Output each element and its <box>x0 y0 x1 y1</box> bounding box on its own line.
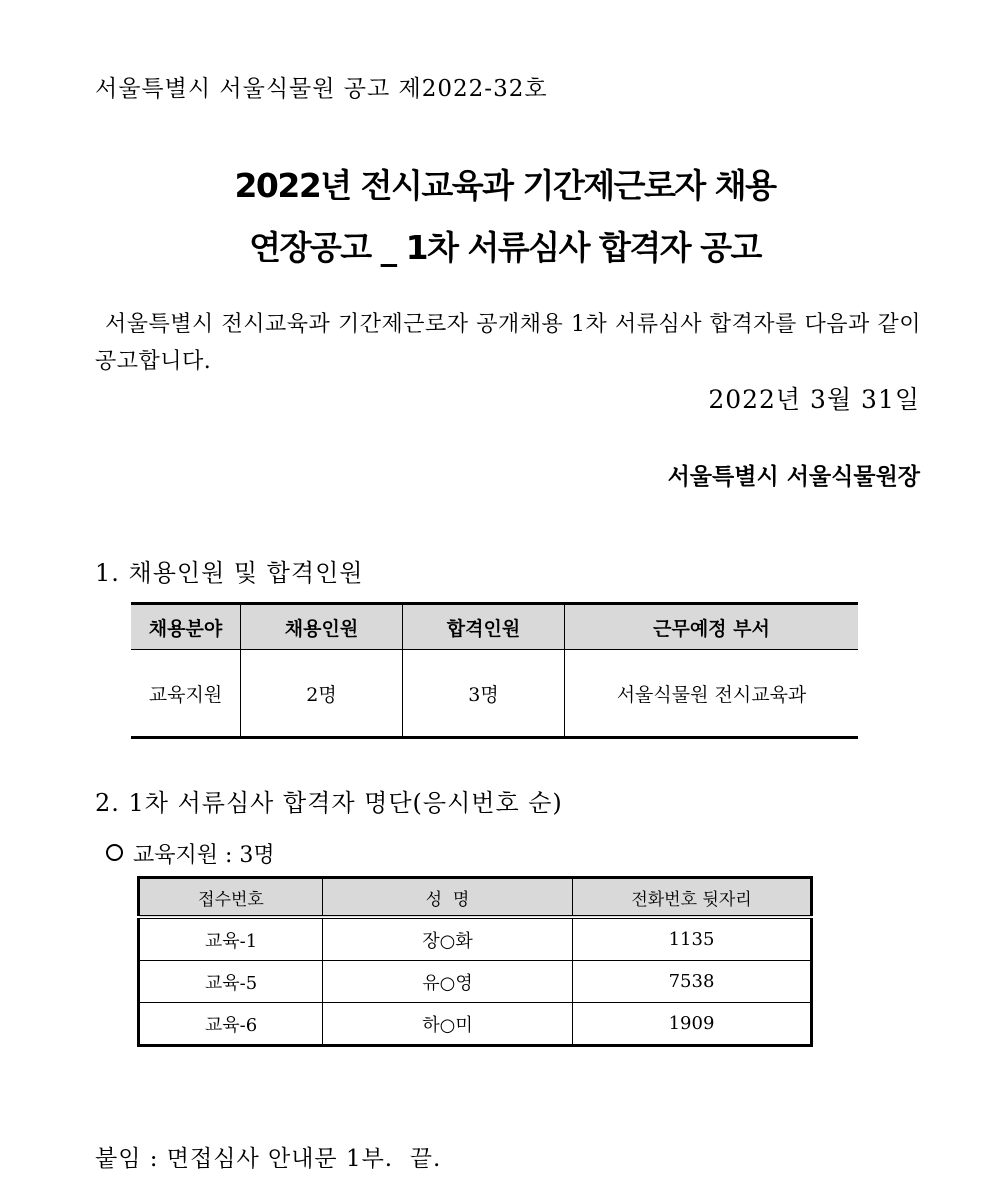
notice-date: 2022년 3월 31일 <box>708 385 920 414</box>
bullet-text: 교육지원 : 3명 <box>133 843 275 868</box>
cell-recruit-count: 2명 <box>241 650 403 738</box>
cell-pass-count: 3명 <box>403 650 565 738</box>
title-line-2: 연장공고 _ 1차 서류심사 합격자 공고 <box>249 228 761 267</box>
cell-phone: 1909 <box>573 1003 812 1046</box>
cell-phone: 1135 <box>573 917 812 961</box>
cell-name: 장○화 <box>323 917 573 961</box>
header-recruit-count: 채용인원 <box>241 604 403 650</box>
table-row <box>139 1003 812 1046</box>
cell-phone: 7538 <box>573 961 812 1003</box>
cell-name: 하○미 <box>323 1003 573 1046</box>
recruitment-table <box>131 602 858 739</box>
table-header-row <box>131 604 858 650</box>
title-line-1: 2022년 전시교육과 기간제근로자 채용 <box>234 166 776 205</box>
section-1-heading: 1. 채용인원 및 합격인원 <box>95 559 364 587</box>
cell-name: 유○영 <box>323 961 573 1003</box>
table-header-row <box>139 878 812 918</box>
issuer: 서울특별시 서울식물원장 <box>667 464 920 490</box>
cell-receipt-no: 교육-5 <box>139 961 323 1003</box>
intro-paragraph: 서울특별시 전시교육과 기간제근로자 공개채용 1차 서류심사 합격자를 다음과 같이 공고합니다. <box>95 312 921 374</box>
cell-receipt-no: 교육-1 <box>139 917 323 961</box>
header-department: 근무예정 부서 <box>565 604 859 650</box>
cell-receipt-no: 교육-6 <box>139 1003 323 1046</box>
section-2-heading: 2. 1차 서류심사 합격자 명단(응시번호 순) <box>95 789 563 817</box>
header-receipt-no: 접수번호 <box>139 878 323 918</box>
header-field: 채용분야 <box>131 604 241 650</box>
attachment-note: 붙임 : 면접심사 안내문 1부. 끝. <box>95 1146 442 1172</box>
bullet-item <box>106 838 275 869</box>
header-phone-last-digits: 전화번호 뒷자리 <box>573 878 812 918</box>
table-row <box>131 650 858 738</box>
circle-bullet-icon <box>106 844 123 861</box>
table-row <box>139 917 812 961</box>
cell-department: 서울식물원 전시교육과 <box>565 650 859 738</box>
header-pass-count: 합격인원 <box>403 604 565 650</box>
passers-table <box>137 876 813 1047</box>
notice-number: 서울특별시 서울식물원 공고 제2022-32호 <box>95 76 548 102</box>
header-name: 성 명 <box>323 878 573 918</box>
table-row <box>139 961 812 1003</box>
cell-field: 교육지원 <box>148 683 223 706</box>
